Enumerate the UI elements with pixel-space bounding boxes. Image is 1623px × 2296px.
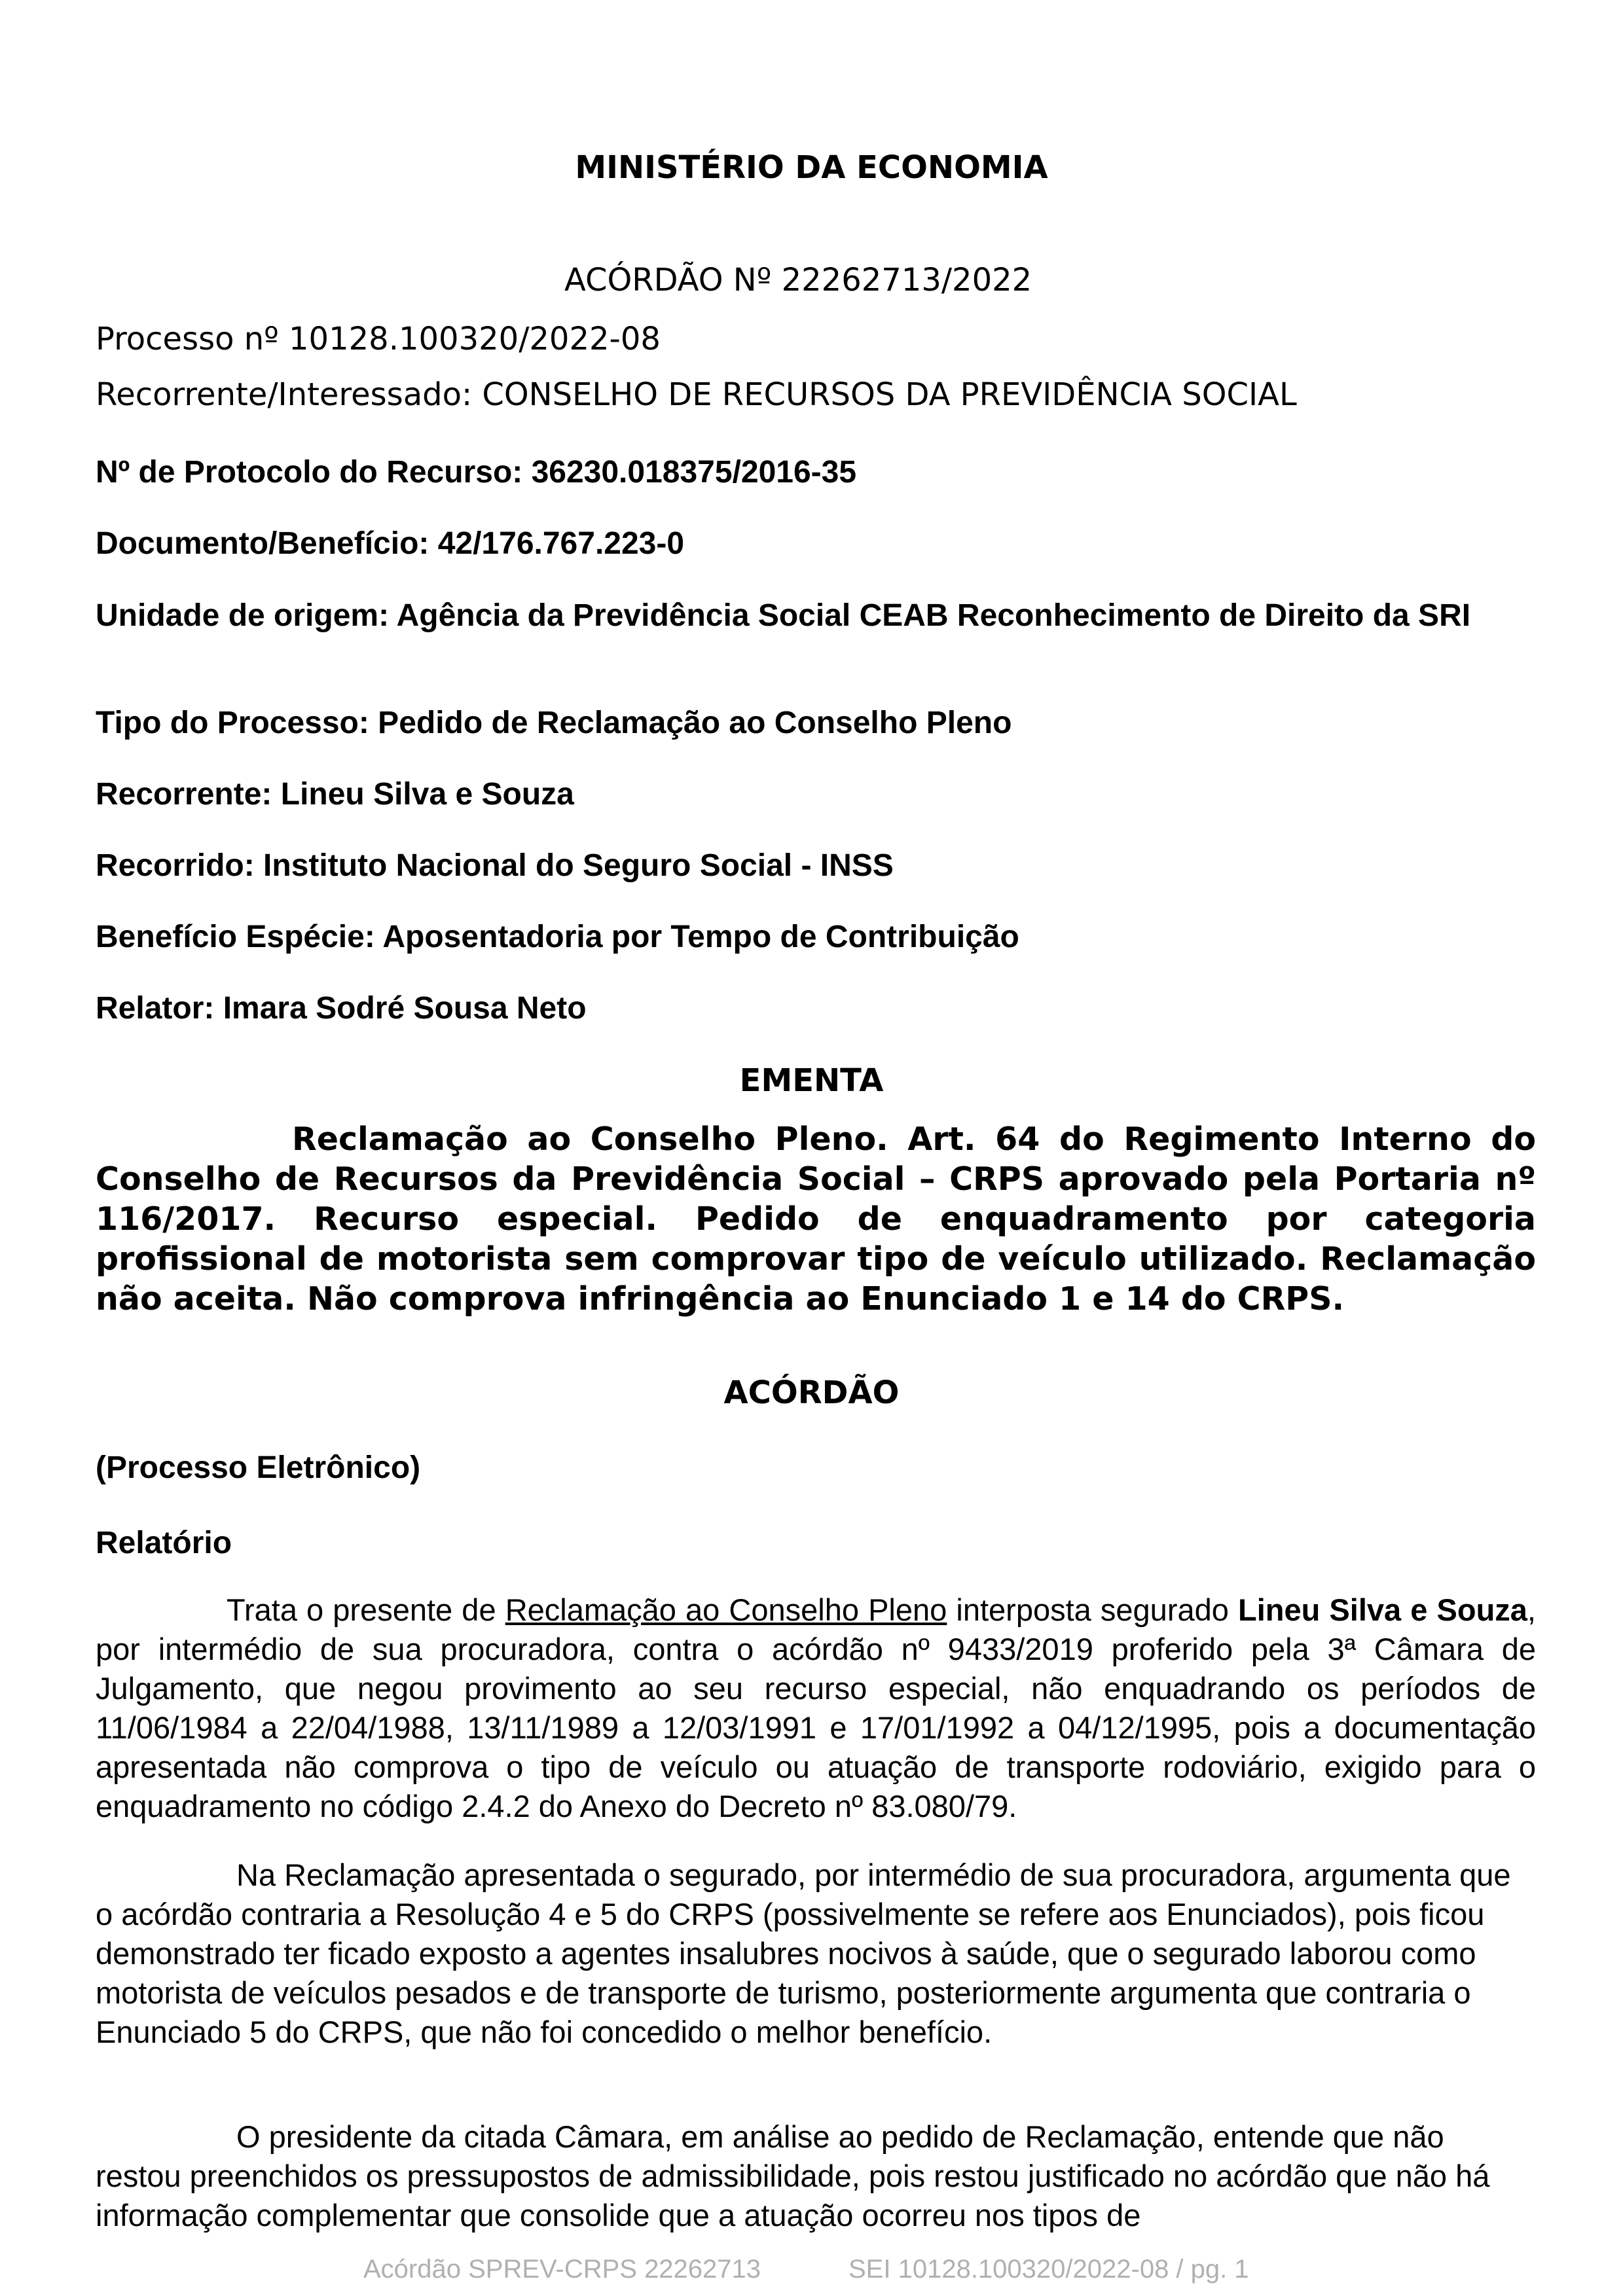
relatorio-heading: Relatório (96, 1526, 232, 1560)
para3-text: O presidente da citada Câmara, em análise ao pedido de Reclamação, entende que não restou preenchidos os pressupostos de admissibilidade, pois restou justificado no acórdão que não há informação complementar que consolide que a atuação ocorreu nos tipos de (96, 2119, 1490, 2233)
para1-lead: Trata o presente de (227, 1592, 505, 1627)
footer-sei-page: SEI 10128.100320/2022-08 / pg. 1 (848, 2255, 1249, 2284)
ministry-heading: MINISTÉRIO DA ECONOMIA (575, 149, 1048, 186)
reclamacao-link[interactable]: Reclamação ao Conselho Pleno (505, 1592, 947, 1627)
para1-rest: , por intermédio de sua procuradora, contra o acórdão nº 9433/2019 proferido pela 3ª Câmara de Julgamento, que negou provimento ao seu recurso especial, não enquadrando os períodos de 11/06/1984 a 22/04/1988, 13/11/1989 a 12/03/1991 e 17/01/1992 a 04/12/1995, pois a documentação apresentada não comprova o tipo de veículo ou atuação de transporte rodoviário, exigido para o enquadramento no código 2.4.2 do Anexo do Decreto nº 83.080/79. (96, 1592, 1536, 1823)
recorrente-field: Recorrente: Lineu Silva e Souza (96, 777, 574, 812)
acordao-heading: ACÓRDÃO (723, 1374, 900, 1411)
segurado-name: Lineu Silva e Souza (1238, 1592, 1527, 1627)
relatorio-paragraph-3 (96, 2117, 1536, 2235)
relatorio-paragraph-2 (96, 1856, 1536, 2052)
relator-field: Relator: Imara Sodré Sousa Neto (96, 991, 587, 1026)
processo-number: Processo nº 10128.100320/2022-08 (96, 321, 661, 357)
ementa-text (96, 1119, 1536, 1319)
relatorio-paragraph-1 (96, 1590, 1536, 1826)
para1-mid: interposta segurado (947, 1592, 1238, 1627)
unidade-field: Unidade de origem: Agência da Previdência Social CEAB Reconhecimento de Direito da SRI (96, 598, 1471, 633)
para2-text: Na Reclamação apresentada o segurado, por intermédio de sua procuradora, argumenta que o acórdão contraria a Resolução 4 e 5 do CRPS (possivelmente se refere aos Enunciados), pois ficou demonstrado ter ficado exposto a agentes insalubres nocivos à saúde, que o segurado laborou como motorista de veículos pesados e de transporte de turismo, posteriormente argumenta que contraria o Enunciado 5 do CRPS, que não foi concedido o melhor benefício. (96, 1857, 1511, 2049)
protocolo-field: Nº de Protocolo do Recurso: 36230.018375/2016-35 (96, 455, 857, 490)
tipo-processo-field: Tipo do Processo: Pedido de Reclamação ao Conselho Pleno (96, 706, 1012, 740)
ementa-heading: EMENTA (739, 1062, 884, 1099)
footer-acordao-id: Acórdão SPREV-CRPS 22262713 (363, 2255, 761, 2284)
recorrido-field: Recorrido: Instituto Nacional do Seguro Social - INSS (96, 848, 894, 883)
ementa-body: Reclamação ao Conselho Pleno. Art. 64 do Regimento Interno do Conselho de Recursos da Previdência Social – CRPS aprovado pela Portaria nº 116/2017. Recurso especial. Pedido de enquadramento por categoria profissional de motorista sem comprovar tipo de veículo utilizado. Reclamação não aceita. Não comprova infringência ao Enunciado 1 e 14 do CRPS. (96, 1121, 1536, 1318)
acordao-number: ACÓRDÃO Nº 22262713/2022 (564, 262, 1032, 298)
processo-eletronico-label: (Processo Eletrônico) (96, 1450, 421, 1485)
documento-field: Documento/Benefício: 42/176.767.223-0 (96, 526, 685, 561)
beneficio-especie-field: Benefício Espécie: Aposentadoria por Tempo de Contribuição (96, 920, 1019, 954)
recorrente-interessado: Recorrente/Interessado: CONSELHO DE RECURSOS DA PREVIDÊNCIA SOCIAL (96, 376, 1297, 413)
